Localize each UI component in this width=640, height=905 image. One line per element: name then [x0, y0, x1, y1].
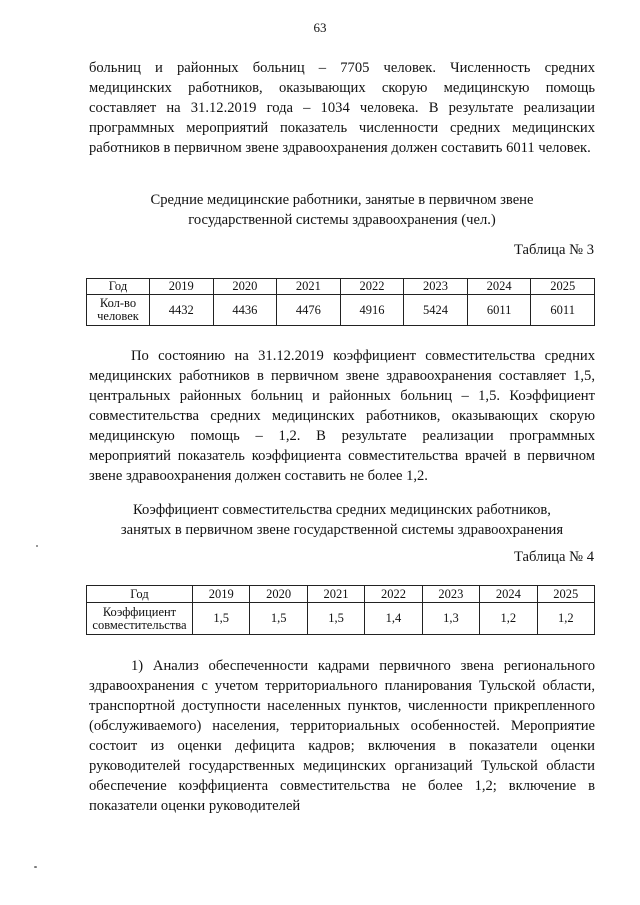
table3-row-label: [87, 295, 150, 326]
page-number: 63: [313, 20, 327, 35]
table3-value-cell: 6011: [531, 295, 595, 326]
table4-caption-line1: Коэффициент совместительства средних медицинских работников,: [133, 502, 551, 518]
table3-value-cell: 4476: [277, 295, 341, 326]
table4-header-cell: 2025: [537, 586, 594, 603]
table4-header-cell: 2019: [193, 586, 250, 603]
table4-header-cell: 2022: [365, 586, 422, 603]
scan-speck: [34, 866, 37, 868]
table3-header-cell: 2025: [531, 279, 595, 295]
paragraph-2: По состоянию на 31.12.2019 коэффициент совместительства средних медицинских работников в первичном звене здравоохранения составляет 1,5, центральных районных больниц и районных больниц – 1,5. Коэффициент совместительства средних медицинских работников, оказывающих скорую медицинскую помощь – 1,2. В результате реализации программных мероприятий показатель коэффициента совместительства врачей в первичном звене здравоохранения должен составить не более 1,2.: [89, 348, 595, 484]
table3-header-cell: 2020: [213, 279, 277, 295]
table4-value-cell: 1,2: [537, 603, 594, 635]
table4-header-cell: 2023: [422, 586, 479, 603]
paragraph-1: больниц и районных больниц – 7705 человек. Численность средних медицинских работников, оказывающих скорую медицинскую помощь составляет на 31.12.2019 года – 1034 человека. В результате реализации программных мероприятий показатель численности средних медицинских работников в первичном звене здравоохранения должен составить 6011 человек.: [89, 60, 595, 156]
table4-row-label-line2: совместительства: [92, 617, 187, 632]
table4-row-label: [87, 603, 193, 635]
table3-caption: [89, 190, 595, 230]
table3-header-cell: 2021: [277, 279, 341, 295]
table4-value-cell: 1,4: [365, 603, 422, 635]
table4-header-cell: Год: [87, 586, 193, 603]
table4-label: Таблица № 4: [514, 549, 594, 565]
table3-row-label-line2: человек: [97, 309, 139, 323]
paragraph-3: 1) Анализ обеспеченности кадрами первичного звена регионального здравоохранения с учетом территориального планирования Тульской области, транспортной доступности населенных пунктов, численности прикрепленного (обслуживаемого) населения, территориальных особенностей. Мероприятие состоит из оценки дефицита кадров; включения в показатели оценки руководителей государственных медицинских организаций Тульской области обеспечение коэффициента совместительства не более 1,2; включение в показатели оценки руководителей: [89, 658, 595, 814]
table4-value-cell: 1,5: [193, 603, 250, 635]
table4-caption: [89, 500, 595, 540]
table4-data-row: [87, 603, 595, 635]
table3-value-cell: 4432: [150, 295, 214, 326]
table3-value-cell: 5424: [404, 295, 468, 326]
table3: [86, 278, 595, 326]
table4-header-cell: 2024: [480, 586, 537, 603]
table4-header-cell: 2021: [307, 586, 364, 603]
table3-value-cell: 6011: [467, 295, 531, 326]
table3-header-cell: 2024: [467, 279, 531, 295]
table4-value-cell: 1,3: [422, 603, 479, 635]
table4: [86, 585, 595, 635]
table3-caption-line2: государственной системы здравоохранения (чел.): [188, 212, 496, 228]
table3-header-cell: 2023: [404, 279, 468, 295]
table3-row-label-line1: Кол-во: [99, 296, 137, 310]
table4-caption-line2: занятых в первичном звене государственной системы здравоохранения: [120, 522, 564, 538]
table4-value-cell: 1,5: [307, 603, 364, 635]
table3-caption-line1: Средние медицинские работники, занятые в первичном звене: [150, 192, 534, 208]
table3-value-cell: 4436: [213, 295, 277, 326]
table3-label: Таблица № 3: [514, 242, 594, 258]
table3-header-cell: 2019: [150, 279, 214, 295]
table4-header-cell: 2020: [250, 586, 307, 603]
table4-row-label-line1: Коэффициент: [102, 604, 177, 619]
table3-header-cell: 2022: [340, 279, 404, 295]
table4-value-cell: 1,5: [250, 603, 307, 635]
scan-speck: [36, 545, 38, 547]
table4-header-row: [87, 586, 595, 603]
table4-value-cell: 1,2: [480, 603, 537, 635]
table3-header-cell: Год: [87, 279, 150, 295]
table3-value-cell: 4916: [340, 295, 404, 326]
table3-header-row: [87, 279, 595, 295]
table3-data-row: [87, 295, 595, 326]
